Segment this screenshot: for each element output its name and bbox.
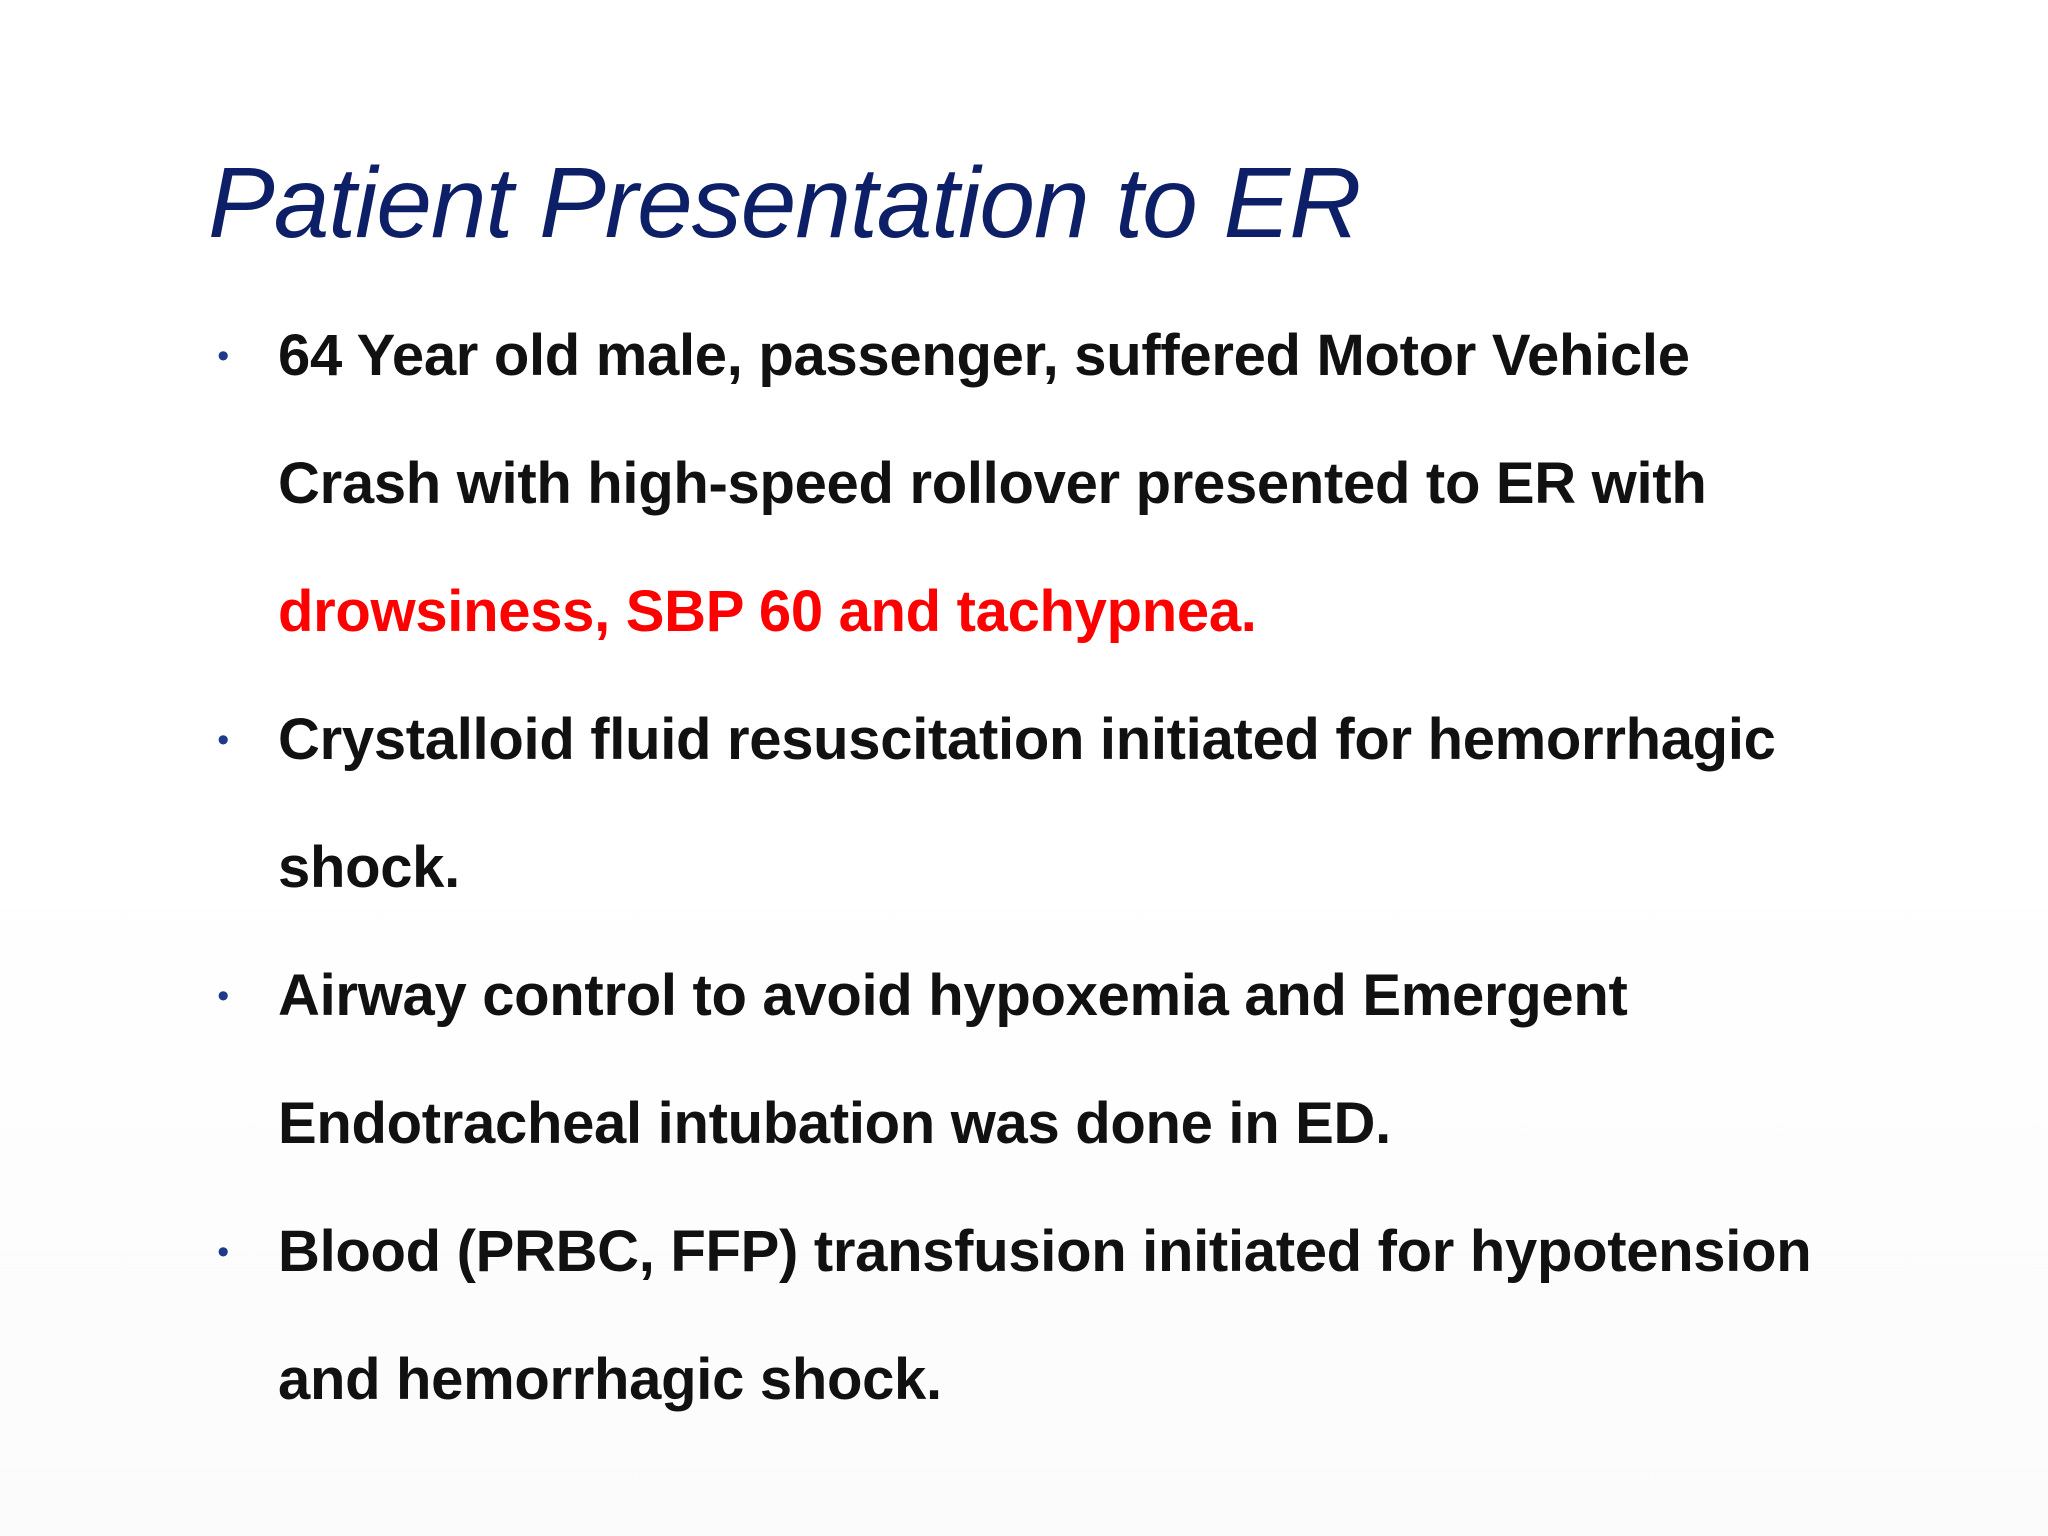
- bullet-line: Airway control to avoid hypoxemia and Emergent: [278, 963, 1628, 1028]
- bullet-highlight-line: drowsiness, SBP 60 and tachypnea.: [278, 579, 1257, 644]
- bullet-line: Blood (PRBC, FFP) transfusion initiated for hypotension: [278, 1219, 1812, 1284]
- slide-title: Patient Presentation to ER: [208, 147, 1361, 259]
- bullet-dot-icon: •: [217, 337, 229, 375]
- bullet-line: shock.: [278, 835, 460, 900]
- bullet-item: [208, 292, 1988, 676]
- bullet-dot-icon: •: [217, 1233, 229, 1271]
- bullet-line: Endotracheal intubation was done in ED.: [278, 1091, 1391, 1156]
- bullet-line: and hemorrhagic shock.: [278, 1347, 942, 1412]
- bullet-line: Crash with high-speed rollover presented to ER with: [278, 451, 1707, 516]
- bullet-item: [208, 932, 1988, 1188]
- bullet-list: [208, 292, 1988, 1444]
- bullet-line: 64 Year old male, passenger, suffered Motor Vehicle: [278, 323, 1690, 388]
- bullet-dot-icon: •: [217, 721, 229, 759]
- bullet-dot-icon: •: [217, 977, 229, 1015]
- bullet-item: [208, 1188, 1988, 1444]
- bullet-line: Crystalloid fluid resuscitation initiated for hemorrhagic: [278, 707, 1776, 772]
- bullet-item: [208, 676, 1988, 932]
